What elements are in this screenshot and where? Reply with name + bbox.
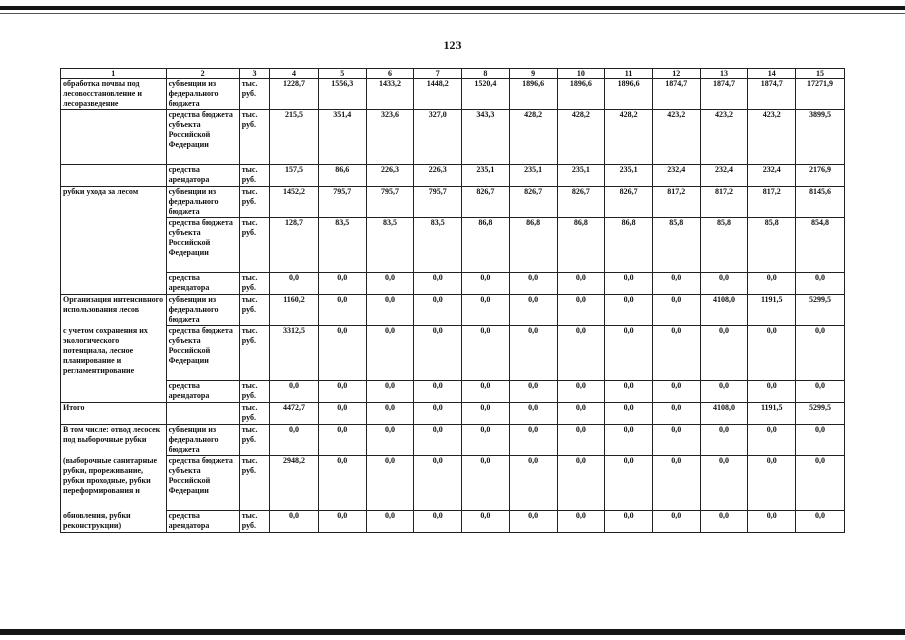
- value-cell: 0,0: [366, 425, 414, 456]
- budget-table: [60, 68, 845, 533]
- unit-cell: тыс. руб.: [239, 187, 269, 218]
- value-cell: 1896,6: [509, 79, 557, 110]
- value-cell: 1433,2: [366, 79, 414, 110]
- unit-cell: тыс. руб.: [239, 273, 269, 295]
- value-cell: 1874,7: [748, 79, 796, 110]
- column-header: 3: [239, 69, 269, 79]
- value-cell: 0,0: [605, 295, 653, 326]
- value-cell: 428,2: [605, 110, 653, 165]
- value-cell: 0,0: [509, 456, 557, 511]
- activity-cell: [61, 381, 167, 403]
- unit-cell: тыс. руб.: [239, 218, 269, 273]
- funding-source-cell: [166, 403, 239, 425]
- activity-cell: Итого: [61, 403, 167, 425]
- column-header: 14: [748, 69, 796, 79]
- activity-cell: с учетом сохранения их экологического потенциала, лесное планирование и регламентирование: [61, 326, 167, 381]
- value-cell: 0,0: [700, 425, 748, 456]
- value-cell: 0,0: [748, 425, 796, 456]
- value-cell: 0,0: [605, 403, 653, 425]
- value-cell: 795,7: [414, 187, 462, 218]
- column-header: 15: [796, 69, 845, 79]
- value-cell: 0,0: [318, 511, 366, 533]
- value-cell: 826,7: [605, 187, 653, 218]
- funding-source-cell: средства арендатора: [166, 273, 239, 295]
- value-cell: 1556,3: [318, 79, 366, 110]
- value-cell: 0,0: [652, 511, 700, 533]
- value-cell: 0,0: [462, 425, 510, 456]
- value-cell: 817,2: [700, 187, 748, 218]
- value-cell: 83,5: [366, 218, 414, 273]
- value-cell: 0,0: [414, 326, 462, 381]
- value-cell: 83,5: [318, 218, 366, 273]
- value-cell: 0,0: [414, 511, 462, 533]
- value-cell: 0,0: [366, 273, 414, 295]
- column-header: 1: [61, 69, 167, 79]
- value-cell: 17271,9: [796, 79, 845, 110]
- value-cell: 0,0: [748, 511, 796, 533]
- value-cell: 0,0: [462, 456, 510, 511]
- column-header: 12: [652, 69, 700, 79]
- top-rule: [0, 6, 905, 10]
- value-cell: 86,6: [318, 165, 366, 187]
- value-cell: 2176,9: [796, 165, 845, 187]
- column-header: 2: [166, 69, 239, 79]
- value-cell: 4108,0: [700, 403, 748, 425]
- funding-source-cell: субвенции из федерального бюджета: [166, 79, 239, 110]
- value-cell: 0,0: [509, 326, 557, 381]
- value-cell: 1874,7: [652, 79, 700, 110]
- value-cell: 0,0: [748, 273, 796, 295]
- table-row: [61, 456, 845, 511]
- activity-cell: обработка почвы под лесовосстановление и лесоразведение: [61, 79, 167, 110]
- value-cell: 0,0: [366, 381, 414, 403]
- value-cell: 85,8: [652, 218, 700, 273]
- value-cell: 0,0: [366, 403, 414, 425]
- value-cell: 0,0: [557, 381, 605, 403]
- value-cell: 0,0: [509, 425, 557, 456]
- value-cell: 128,7: [270, 218, 319, 273]
- value-cell: 0,0: [270, 511, 319, 533]
- value-cell: 0,0: [462, 273, 510, 295]
- value-cell: 327,0: [414, 110, 462, 165]
- value-cell: 0,0: [796, 456, 845, 511]
- activity-cell: Организация интенсивного использования лесов: [61, 295, 167, 326]
- funding-source-cell: средства арендатора: [166, 511, 239, 533]
- value-cell: 826,7: [557, 187, 605, 218]
- top-thin-rule: [0, 13, 905, 14]
- value-cell: 232,4: [700, 165, 748, 187]
- value-cell: 0,0: [796, 326, 845, 381]
- value-cell: 0,0: [509, 381, 557, 403]
- value-cell: 428,2: [557, 110, 605, 165]
- unit-cell: тыс. руб.: [239, 79, 269, 110]
- value-cell: 8145,6: [796, 187, 845, 218]
- value-cell: 817,2: [652, 187, 700, 218]
- funding-source-cell: средства бюджета субъекта Российской Федерации: [166, 456, 239, 511]
- column-header: 11: [605, 69, 653, 79]
- unit-cell: тыс. руб.: [239, 165, 269, 187]
- value-cell: 1228,7: [270, 79, 319, 110]
- value-cell: 826,7: [509, 187, 557, 218]
- value-cell: 4472,7: [270, 403, 319, 425]
- value-cell: 0,0: [605, 456, 653, 511]
- value-cell: 235,1: [509, 165, 557, 187]
- column-header: 4: [270, 69, 319, 79]
- value-cell: 323,6: [366, 110, 414, 165]
- column-header: 8: [462, 69, 510, 79]
- value-cell: 0,0: [557, 273, 605, 295]
- value-cell: 423,2: [700, 110, 748, 165]
- table-row: [61, 381, 845, 403]
- value-cell: 1896,6: [557, 79, 605, 110]
- value-cell: 0,0: [652, 381, 700, 403]
- value-cell: 0,0: [748, 326, 796, 381]
- value-cell: 1160,2: [270, 295, 319, 326]
- value-cell: 0,0: [462, 295, 510, 326]
- value-cell: 0,0: [700, 326, 748, 381]
- value-cell: 1896,6: [605, 79, 653, 110]
- value-cell: 1191,5: [748, 295, 796, 326]
- value-cell: 0,0: [605, 326, 653, 381]
- value-cell: 0,0: [605, 511, 653, 533]
- value-cell: 0,0: [509, 403, 557, 425]
- value-cell: 0,0: [509, 273, 557, 295]
- value-cell: 0,0: [557, 456, 605, 511]
- value-cell: 0,0: [462, 326, 510, 381]
- column-header: 6: [366, 69, 414, 79]
- value-cell: 2948,2: [270, 456, 319, 511]
- value-cell: 0,0: [509, 511, 557, 533]
- value-cell: 0,0: [270, 381, 319, 403]
- table-header-row: [61, 69, 845, 79]
- value-cell: 0,0: [605, 425, 653, 456]
- value-cell: 795,7: [318, 187, 366, 218]
- value-cell: 0,0: [462, 511, 510, 533]
- value-cell: 235,1: [605, 165, 653, 187]
- value-cell: 83,5: [414, 218, 462, 273]
- value-cell: 0,0: [748, 381, 796, 403]
- value-cell: 0,0: [414, 403, 462, 425]
- value-cell: 0,0: [318, 326, 366, 381]
- value-cell: 0,0: [796, 381, 845, 403]
- value-cell: 0,0: [414, 273, 462, 295]
- table-row: [61, 511, 845, 533]
- value-cell: 0,0: [605, 381, 653, 403]
- table-row: [61, 425, 845, 456]
- value-cell: 0,0: [557, 403, 605, 425]
- value-cell: 86,8: [557, 218, 605, 273]
- value-cell: 215,5: [270, 110, 319, 165]
- value-cell: 351,4: [318, 110, 366, 165]
- funding-source-cell: средства бюджета субъекта Российской Федерации: [166, 326, 239, 381]
- value-cell: 0,0: [318, 403, 366, 425]
- activity-cell: (выборочные санитарные рубки, прореживание, рубки проходные, рубки переформирования и: [61, 456, 167, 511]
- bottom-rule: [0, 629, 905, 635]
- value-cell: 0,0: [557, 425, 605, 456]
- value-cell: 0,0: [796, 511, 845, 533]
- value-cell: 0,0: [557, 511, 605, 533]
- unit-cell: тыс. руб.: [239, 110, 269, 165]
- value-cell: 0,0: [462, 403, 510, 425]
- value-cell: 0,0: [796, 273, 845, 295]
- funding-source-cell: субвенции из федерального бюджета: [166, 425, 239, 456]
- value-cell: 232,4: [748, 165, 796, 187]
- value-cell: 235,1: [462, 165, 510, 187]
- unit-cell: тыс. руб.: [239, 403, 269, 425]
- funding-source-cell: средства арендатора: [166, 165, 239, 187]
- value-cell: 0,0: [748, 456, 796, 511]
- value-cell: 0,0: [318, 456, 366, 511]
- value-cell: 3312,5: [270, 326, 319, 381]
- value-cell: 0,0: [318, 381, 366, 403]
- value-cell: 1520,4: [462, 79, 510, 110]
- value-cell: 0,0: [509, 295, 557, 326]
- value-cell: 157,5: [270, 165, 319, 187]
- value-cell: 226,3: [414, 165, 462, 187]
- value-cell: 1452,2: [270, 187, 319, 218]
- column-header: 10: [557, 69, 605, 79]
- value-cell: 428,2: [509, 110, 557, 165]
- value-cell: 5299,5: [796, 403, 845, 425]
- value-cell: 854,8: [796, 218, 845, 273]
- activity-cell: В том числе: отвод лесосек под выборочные рубки: [61, 425, 167, 456]
- value-cell: 0,0: [557, 295, 605, 326]
- value-cell: 85,8: [700, 218, 748, 273]
- value-cell: 0,0: [652, 403, 700, 425]
- value-cell: 226,3: [366, 165, 414, 187]
- value-cell: 0,0: [414, 456, 462, 511]
- value-cell: 0,0: [652, 295, 700, 326]
- unit-cell: тыс. руб.: [239, 295, 269, 326]
- value-cell: 0,0: [700, 381, 748, 403]
- activity-cell: обновления, рубки реконструкции): [61, 511, 167, 533]
- funding-source-cell: средства бюджета субъекта Российской Федерации: [166, 218, 239, 273]
- value-cell: 0,0: [462, 381, 510, 403]
- unit-cell: тыс. руб.: [239, 326, 269, 381]
- page-number: 123: [443, 38, 462, 52]
- table-row: [61, 326, 845, 381]
- unit-cell: тыс. руб.: [239, 511, 269, 533]
- table-row: [61, 295, 845, 326]
- value-cell: 0,0: [414, 381, 462, 403]
- value-cell: 232,4: [652, 165, 700, 187]
- value-cell: 0,0: [270, 425, 319, 456]
- value-cell: 0,0: [796, 425, 845, 456]
- value-cell: 0,0: [700, 456, 748, 511]
- value-cell: 795,7: [366, 187, 414, 218]
- value-cell: 1191,5: [748, 403, 796, 425]
- value-cell: 0,0: [366, 456, 414, 511]
- value-cell: 343,3: [462, 110, 510, 165]
- value-cell: 0,0: [318, 273, 366, 295]
- table-row: [61, 165, 845, 187]
- funding-source-cell: средства бюджета субъекта Российской Федерации: [166, 110, 239, 165]
- table-row: [61, 187, 845, 218]
- value-cell: 0,0: [318, 425, 366, 456]
- value-cell: 85,8: [748, 218, 796, 273]
- value-cell: 1448,2: [414, 79, 462, 110]
- funding-source-cell: средства арендатора: [166, 381, 239, 403]
- value-cell: 826,7: [462, 187, 510, 218]
- value-cell: 3899,5: [796, 110, 845, 165]
- value-cell: 817,2: [748, 187, 796, 218]
- value-cell: 423,2: [652, 110, 700, 165]
- value-cell: 86,8: [605, 218, 653, 273]
- value-cell: 1874,7: [700, 79, 748, 110]
- value-cell: 4108,0: [700, 295, 748, 326]
- column-header: 13: [700, 69, 748, 79]
- value-cell: 0,0: [652, 273, 700, 295]
- value-cell: 235,1: [557, 165, 605, 187]
- column-header: 7: [414, 69, 462, 79]
- table-row: [61, 218, 845, 273]
- table-row: [61, 110, 845, 165]
- table-row: [61, 403, 845, 425]
- value-cell: 423,2: [748, 110, 796, 165]
- value-cell: 0,0: [557, 326, 605, 381]
- column-header: 5: [318, 69, 366, 79]
- value-cell: 0,0: [366, 511, 414, 533]
- value-cell: 0,0: [318, 295, 366, 326]
- value-cell: 5299,5: [796, 295, 845, 326]
- funding-source-cell: субвенции из федерального бюджета: [166, 295, 239, 326]
- table-row: [61, 79, 845, 110]
- value-cell: 0,0: [700, 511, 748, 533]
- value-cell: 86,8: [509, 218, 557, 273]
- unit-cell: тыс. руб.: [239, 456, 269, 511]
- unit-cell: тыс. руб.: [239, 381, 269, 403]
- value-cell: 0,0: [652, 326, 700, 381]
- value-cell: 0,0: [414, 295, 462, 326]
- value-cell: 0,0: [414, 425, 462, 456]
- value-cell: 0,0: [652, 456, 700, 511]
- value-cell: 0,0: [605, 273, 653, 295]
- activity-cell: [61, 273, 167, 295]
- value-cell: 0,0: [366, 326, 414, 381]
- unit-cell: тыс. руб.: [239, 425, 269, 456]
- value-cell: 0,0: [700, 273, 748, 295]
- value-cell: 0,0: [270, 273, 319, 295]
- value-cell: 86,8: [462, 218, 510, 273]
- activity-cell: [61, 110, 167, 165]
- column-header: 9: [509, 69, 557, 79]
- activity-cell: [61, 165, 167, 187]
- funding-source-cell: субвенции из федерального бюджета: [166, 187, 239, 218]
- activity-cell: рубки ухода за лесом: [61, 187, 167, 218]
- table-row: [61, 273, 845, 295]
- activity-cell: [61, 218, 167, 273]
- value-cell: 0,0: [652, 425, 700, 456]
- value-cell: 0,0: [366, 295, 414, 326]
